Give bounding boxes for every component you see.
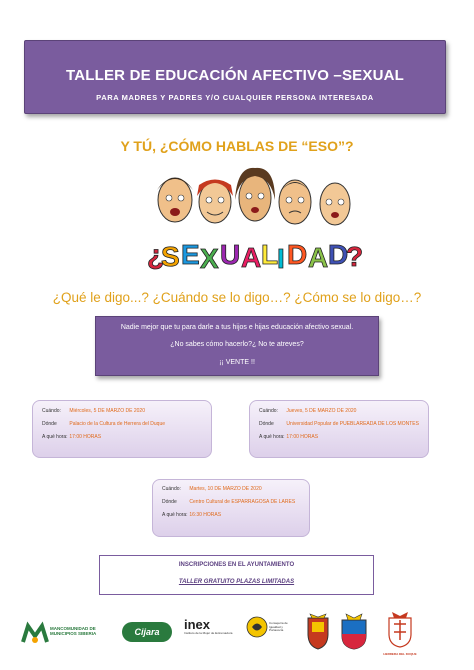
igualdad-icon bbox=[246, 616, 268, 638]
sponsor-logos bbox=[22, 612, 452, 658]
invitation-box bbox=[95, 316, 379, 376]
time-label: A qué hora: bbox=[259, 434, 285, 440]
title-banner bbox=[24, 40, 446, 114]
event-place: Palacio de la Cultura de Herrera del Duque bbox=[69, 421, 166, 427]
coat-of-arms-1 bbox=[306, 614, 330, 652]
invitation-line-2: ¿No sabes cómo hacerlo?¿ No te atreves? bbox=[170, 341, 304, 348]
question-heading: Y TÚ, ¿CÓMO HABLAS DE “ESO”? bbox=[120, 138, 354, 154]
page-subtitle: PARA MADRES Y PADRES Y/O CUALQUIER PERSONA INTERESADA bbox=[96, 93, 374, 102]
svg-text:L: L bbox=[261, 239, 279, 270]
page-title: TALLER DE EDUCACIÓN AFECTIVO –SEXUAL bbox=[65, 67, 405, 84]
event-time: 17:00 HORAS bbox=[286, 434, 319, 440]
svg-text:A: A bbox=[308, 242, 329, 273]
event-card bbox=[249, 400, 429, 458]
event-time: 17:00 HORAS bbox=[69, 434, 102, 440]
shield-icon bbox=[306, 614, 330, 650]
inex-logo bbox=[184, 618, 242, 648]
mancomunidad-m-icon bbox=[22, 622, 48, 644]
when-label: Cuándo: bbox=[42, 408, 61, 414]
where-label: Dónde bbox=[259, 421, 274, 427]
cartoon-faces bbox=[157, 168, 351, 225]
free-workshop-line: TALLER GRATUITO PLAZAS LIMITADAS bbox=[178, 579, 295, 585]
shield-icon bbox=[387, 612, 413, 648]
svg-text:X: X bbox=[200, 243, 219, 274]
where-label: Dónde bbox=[162, 499, 177, 505]
inex-wordmark: inex bbox=[184, 617, 211, 632]
svg-text:A: A bbox=[241, 242, 262, 273]
event-card bbox=[152, 479, 310, 537]
shield-icon bbox=[340, 614, 368, 650]
sexualidad-illustration bbox=[145, 160, 364, 278]
sexualidad-lettering bbox=[147, 239, 363, 274]
event-card bbox=[32, 400, 212, 458]
svg-text:D: D bbox=[328, 239, 349, 270]
svg-text:U: U bbox=[220, 239, 241, 270]
junta-logo bbox=[246, 616, 296, 650]
registration-line: INSCRIPCIONES EN EL AYUNTAMIENTO bbox=[178, 562, 295, 568]
invitation-line-3: ¡¡ VENTE !! bbox=[219, 359, 255, 366]
inex-caption: Instituto de la Mujer de Extremadura bbox=[184, 631, 233, 635]
when-label: Cuándo: bbox=[259, 408, 278, 414]
herrera-logo bbox=[380, 612, 420, 656]
event-date: Jueves, 5 DE MARZO DE 2020 bbox=[286, 408, 357, 414]
where-label: Dónde bbox=[42, 421, 57, 427]
mancomunidad-logo bbox=[22, 622, 100, 648]
time-label: A qué hora: bbox=[162, 512, 188, 518]
coat-of-arms-2 bbox=[340, 614, 368, 652]
time-label: A qué hora: bbox=[42, 434, 68, 440]
event-place: Universidad Popular de PUEBLAREADA DE LOS MONTES bbox=[286, 421, 419, 427]
event-date: Miércoles, 5 DE MARZO DE 2020 bbox=[69, 408, 145, 414]
herrera-caption: HERRERA DEL DUQUE bbox=[383, 652, 417, 656]
event-date: Martes, 10 DE MARZO DE 2020 bbox=[189, 486, 262, 492]
svg-text:S: S bbox=[161, 241, 180, 272]
junta-caption: Consejería de Igualdad y Portavocía bbox=[269, 621, 288, 632]
svg-text:?: ? bbox=[346, 241, 364, 272]
event-place: Centro Cultural de ESPARRAGOSA DE LARES bbox=[189, 499, 296, 505]
when-label: Cuándo: bbox=[162, 486, 181, 492]
cijara-logo: Cijara bbox=[122, 622, 172, 642]
mancomunidad-name: MANCOMUNIDAD DE MUNICIPIOS SIBERIA bbox=[50, 626, 97, 636]
question-phrases: ¿Qué le digo...? ¿Cuándo se lo digo…? ¿Cómo se lo digo…? bbox=[52, 290, 422, 305]
svg-text:E: E bbox=[181, 239, 200, 270]
registration-box bbox=[99, 555, 374, 595]
event-time: 16:30 HORAS bbox=[189, 512, 222, 518]
svg-text:I: I bbox=[277, 243, 285, 274]
invitation-line-1: Nadie mejor que tu para darle a tus hijos e hijas educación afectivo sexual. bbox=[120, 324, 354, 331]
svg-text:D: D bbox=[287, 239, 308, 270]
svg-text:¿: ¿ bbox=[147, 239, 165, 270]
